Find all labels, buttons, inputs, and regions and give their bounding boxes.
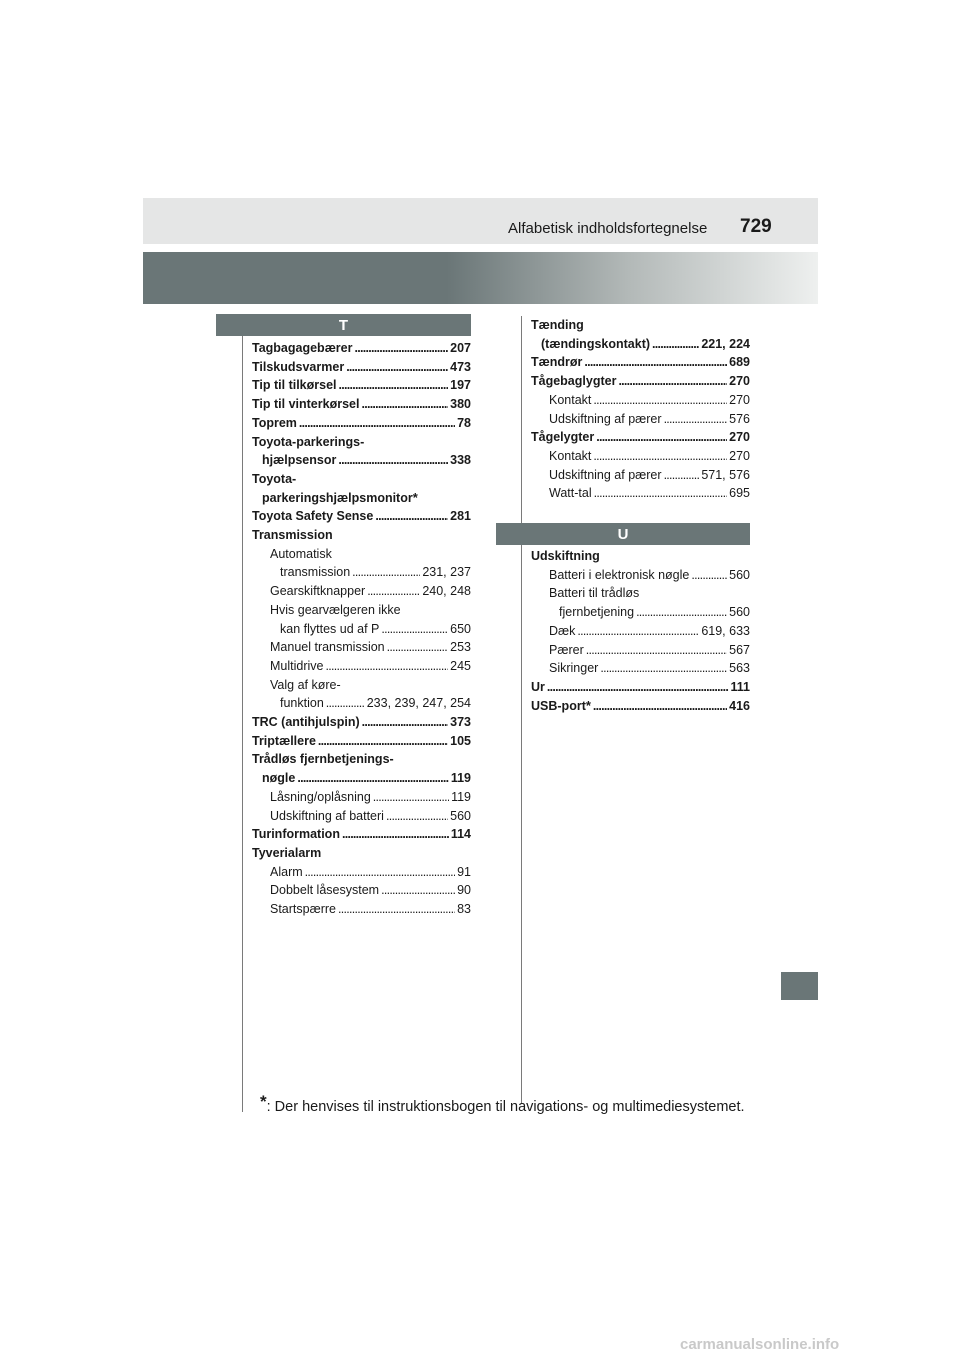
index-entry[interactable]: Turinformation . . . 114 [252, 825, 471, 844]
index-column-right-t [531, 316, 750, 503]
index-subentry[interactable]: Låsning/oplåsning . . . 119 [252, 788, 471, 807]
section-header-t: T [216, 314, 471, 336]
index-entry[interactable]: (tændingskontakt) . . . 221, 224 [531, 335, 750, 354]
index-entry[interactable]: Tip til tilkørsel . . . 197 [252, 376, 471, 395]
footnote-star-icon: * [260, 1092, 267, 1111]
index-subentry[interactable]: Sikringer . . . 563 [531, 659, 750, 678]
index-entry: Udskiftning [531, 549, 600, 563]
index-entry[interactable]: Toprem . . . 78 [252, 414, 471, 433]
footnote-text: : Der henvises til instruktionsbogen til navigations- og multimediesystemet. [266, 1099, 745, 1115]
index-subentry[interactable]: Startspærre . . . 83 [252, 900, 471, 919]
index-subentry[interactable]: Kontakt . . . 270 [531, 447, 750, 466]
index-subentry[interactable]: Manuel transmission . . . 253 [252, 638, 471, 657]
index-subentry[interactable]: funktion . . . 233, 239, 247, 254 [252, 694, 471, 713]
index-subentry[interactable]: Gearskiftknapper . . . 240, 248 [252, 582, 471, 601]
index-entry[interactable]: USB-port * . . . 416 [531, 697, 750, 716]
page-number: 729 [740, 216, 772, 237]
index-entry[interactable]: Triptællere . . . 105 [252, 732, 471, 751]
chapter-banner [143, 252, 818, 304]
index-subentry[interactable]: Pærer . . . 567 [531, 641, 750, 660]
index-entry[interactable]: Tilskudsvarmer . . . 473 [252, 358, 471, 377]
index-subentry: Valg af køre- [270, 677, 341, 692]
header-strip [143, 198, 818, 244]
index-column-left [252, 339, 471, 919]
index-entry[interactable]: Ur . . . 111 [531, 678, 750, 697]
section-header-u: U [496, 523, 750, 545]
index-entry: Transmission [252, 528, 333, 543]
watermark: carmanualsonline.info [680, 1336, 840, 1353]
index-subentry: Hvis gearvælgeren ikke [270, 602, 401, 617]
index-subentry[interactable]: Udskiftning af pærer . . . 571, 576 [531, 466, 750, 485]
index-subentry[interactable]: Alarm . . . 91 [252, 863, 471, 882]
index-subentry[interactable]: Udskiftning af pærer . . . 576 [531, 410, 750, 429]
index-entry[interactable]: Tændrør . . . 689 [531, 353, 750, 372]
index-subentry: Batteri til trådløs [549, 586, 640, 601]
index-entry[interactable]: Toyota Safety Sense . . . 281 [252, 507, 471, 526]
index-subentry[interactable]: transmission . . . 231, 237 [252, 563, 471, 582]
index-entry: Trådløs fjernbetjenings- [252, 752, 394, 767]
index-entry: Toyota- [252, 471, 297, 486]
index-entry[interactable]: nøgle . . . 119 [252, 769, 471, 788]
index-entry[interactable]: TRC (antihjulspin) . . . 373 [252, 713, 471, 732]
index-subentry[interactable]: Udskiftning af batteri . . . 560 [252, 807, 471, 826]
index-column-right-u [531, 547, 750, 715]
index-subentry[interactable]: Batteri i elektronisk nøgle . . . 560 [531, 566, 750, 585]
index-subentry[interactable]: Watt-tal . . . 695 [531, 484, 750, 503]
index-entry: Tyverialarm [252, 845, 322, 860]
index-entry[interactable]: Tågelygter . . . 270 [531, 428, 750, 447]
index-entry[interactable]: hjælpsensor . . . 338 [252, 451, 471, 470]
index-subentry: Automatisk [270, 546, 332, 561]
index-subentry[interactable]: Dobbelt låsesystem . . . 90 [252, 881, 471, 900]
index-subentry[interactable]: Dæk . . . 619, 633 [531, 622, 750, 641]
index-entry[interactable]: parkeringshjælpsmonitor * [262, 489, 418, 505]
footnote [260, 1092, 745, 1115]
header-title: Alfabetisk indholdsfortegnelse [508, 220, 708, 237]
column-divider-left [242, 336, 243, 1112]
index-entry[interactable]: Tagbagagebærer . . . 207 [252, 339, 471, 358]
index-subentry[interactable]: kan flyttes ud af P . . . 650 [252, 620, 471, 639]
index-subentry[interactable]: Multidrive . . . 245 [252, 657, 471, 676]
index-entry[interactable]: Tågebaglygter . . . 270 [531, 372, 750, 391]
chapter-side-tab [781, 972, 818, 1000]
index-subentry[interactable]: fjernbetjening . . . 560 [531, 603, 750, 622]
index-entry: Tænding [531, 318, 584, 332]
index-subentry[interactable]: Kontakt . . . 270 [531, 391, 750, 410]
index-entry[interactable]: Tip til vinterkørsel . . . 380 [252, 395, 471, 414]
index-entry: Toyota-parkerings- [252, 434, 365, 449]
column-divider-right [521, 316, 522, 1104]
